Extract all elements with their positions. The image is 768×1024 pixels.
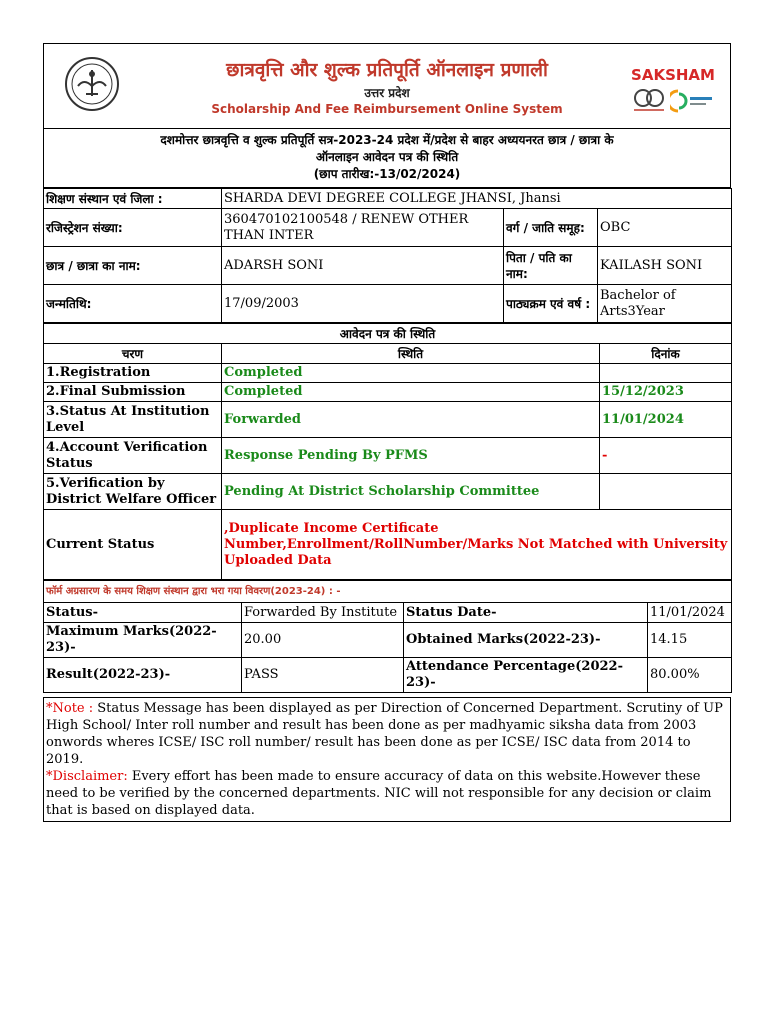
status-institution-level: Forwarded (222, 402, 600, 438)
date-registration (600, 364, 732, 383)
max-marks-label: Maximum Marks(2022-23)- (44, 623, 242, 658)
disclaimer-text: Every effort has been made to ensure accuracy of data on this website.However these need to be verified by the concerned departments. NIC will not responsible for any decision or claim that is based on displayed data. (46, 769, 712, 818)
current-status-label: Current Status (44, 510, 222, 580)
header-state-hindi: उत्तर प्रदेश (364, 86, 410, 100)
subtitle-line-1: दशमोत्तर छात्रवृत्ति व शुल्क प्रतिपूर्ति सत्र-2023-24 प्रदेश में/प्रदेश से बाहर अध्ययनरत छात्र / छात्रा के (160, 133, 614, 147)
result-value: PASS (242, 658, 404, 693)
father-name-value: KAILASH SONI (598, 247, 732, 285)
table-row (44, 383, 732, 402)
inst-status-label: Status- (44, 603, 242, 623)
subtitle-print-date: (छाप तारीख:-13/02/2024) (313, 167, 461, 181)
header-title-english: Scholarship And Fee Reimbursement Online System (211, 102, 563, 116)
student-details-table (43, 188, 732, 323)
student-name-label: छात्र / छात्रा का नाम: (44, 247, 222, 285)
stage-account-verification: 4.Account Verification Status (44, 438, 222, 474)
status-account-verification: Response Pending By PFMS (222, 438, 600, 474)
table-row (44, 438, 732, 474)
header-title-hindi: छात्रवृत्ति और शुल्क प्रतिपूर्ति ऑनलाइन प्रणाली (226, 59, 548, 81)
status-final-submission: Completed (222, 383, 600, 402)
page-header (43, 43, 731, 129)
registration-value: 360470102100548 / RENEW OTHER THAN INTER (222, 209, 504, 247)
saksham-brand: SAKSHAM (631, 66, 715, 84)
inst-status-value: Forwarded By Institute (242, 603, 404, 623)
note-text: Status Message has been displayed as per Direction of Concerned Department. Scrutiny of UP High School/ Inter roll number and result has been done as per madhyamic siksha data from 2003 onwords wheres ICSE/ ISC roll number/ result has been done as per ICSE/ ISC data from 2014 to 2019. (46, 701, 723, 767)
notes-box (43, 697, 731, 822)
disclaimer-label: *Disclaimer: (46, 769, 128, 784)
obtained-marks-value: 14.15 (648, 623, 732, 658)
col-stage-header: चरण (44, 344, 222, 364)
institution-label: शिक्षण संस्थान एवं जिला : (44, 189, 222, 209)
table-row (44, 510, 732, 580)
swachh-bharat-icon (632, 88, 666, 112)
table-row (44, 364, 732, 383)
date-institution-level: 11/01/2024 (600, 402, 732, 438)
status-district-verification: Pending At District Scholarship Committee (222, 474, 600, 510)
date-district-verification (600, 474, 732, 510)
note-label: *Note : (46, 701, 94, 716)
subtitle-line-2: ऑनलाइन आवेदन पत्र की स्थिति (315, 150, 459, 164)
attendance-label: Attendance Percentage(2022-23)- (404, 658, 648, 693)
status-date-value: 11/01/2024 (648, 603, 732, 623)
status-registration: Completed (222, 364, 600, 383)
category-value: OBC (598, 209, 732, 247)
father-name-label: पिता / पति का नाम: (504, 247, 598, 285)
category-label: वर्ग / जाति समूह: (504, 209, 598, 247)
dob-value: 17/09/2003 (222, 285, 504, 323)
application-subtitle (43, 129, 731, 188)
digital-india-icon (670, 88, 714, 114)
stage-final-submission: 2.Final Submission (44, 383, 222, 402)
status-date-label: Status Date- (404, 603, 648, 623)
result-label: Result(2022-23)- (44, 658, 242, 693)
attendance-value: 80.00% (648, 658, 732, 693)
course-label: पाठ्यक्रम एवं वर्ष : (504, 285, 598, 323)
student-name-value: ADARSH SONI (222, 247, 504, 285)
date-account-verification: - (600, 438, 732, 474)
stage-institution-level: 3.Status At Institution Level (44, 402, 222, 438)
col-status-header: स्थिति (222, 344, 600, 364)
obtained-marks-label: Obtained Marks(2022-23)- (404, 623, 648, 658)
institution-details-table (43, 580, 732, 693)
stage-district-verification: 5.Verification by District Welfare Officer (44, 474, 222, 510)
status-page (43, 43, 731, 822)
current-status-value: ,Duplicate Income Certificate Number,Enrollment/RollNumber/Marks Not Matched with University Uploaded Data (222, 510, 732, 580)
table-row (44, 402, 732, 438)
registration-label: रजिस्ट्रेशन संख्या: (44, 209, 222, 247)
dob-label: जन्मतिथि: (44, 285, 222, 323)
application-status-table (43, 323, 732, 580)
saksham-logo (624, 66, 722, 114)
date-final-submission: 15/12/2023 (600, 383, 732, 402)
col-date-header: दिनांक (600, 344, 732, 364)
status-section-title: आवेदन पत्र की स्थिति (44, 324, 732, 344)
stage-registration: 1.Registration (44, 364, 222, 383)
max-marks-value: 20.00 (242, 623, 404, 658)
course-value: Bachelor of Arts3Year (598, 285, 732, 323)
table-row (44, 474, 732, 510)
institution-value: SHARDA DEVI DEGREE COLLEGE JHANSI, Jhansi (222, 189, 732, 209)
institution-form-note: फॉर्म अग्रसारण के समय शिक्षण संस्थान द्वारा भरा गया विवरण(2023-24) : - (44, 581, 732, 603)
